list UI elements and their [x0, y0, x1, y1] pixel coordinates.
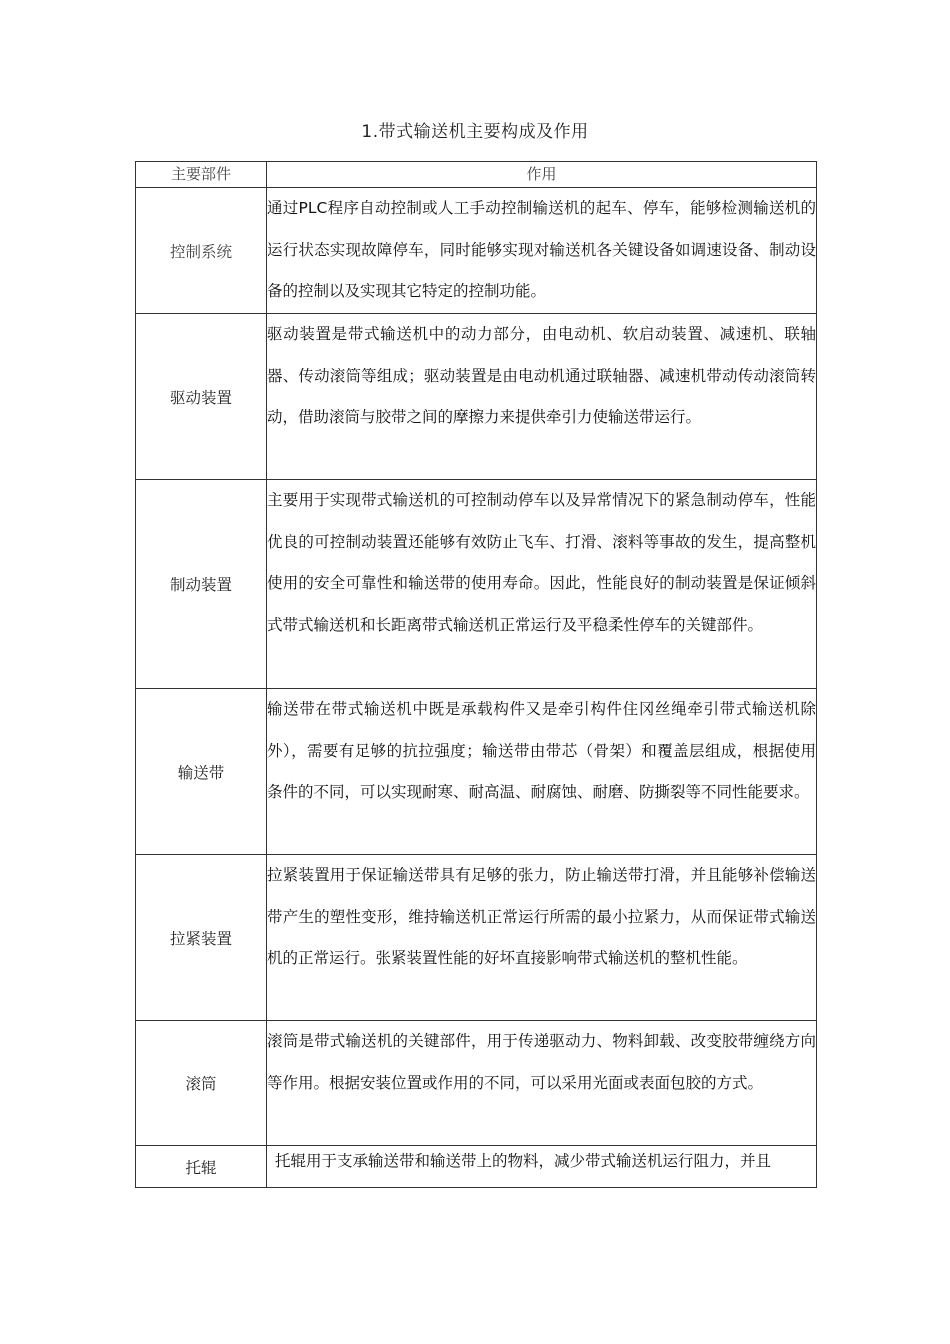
part-function: 拉紧装置用于保证输送带具有足够的张力，防止输送带打滑，并且能够补偿输送带产生的塑性变形，维持输送机正常运行所需的最小拉紧力，从而保证带式输送机的正常运行。张紧装置性能的好坏直接影响带式输送机的整机性能。 [267, 855, 817, 1021]
components-table [135, 161, 817, 1188]
part-name: 托辊 [136, 1146, 267, 1188]
part-name: 控制系统 [136, 188, 267, 314]
part-name: 制动装置 [136, 480, 267, 689]
header-main-part: 主要部件 [136, 162, 267, 188]
part-function: 输送带在带式输送机中既是承载构件又是牵引构件住冈丝绳牵引带式输送机除外），需要有足够的抗拉强度；输送带由带芯（骨架）和覆盖层组成，根据使用条件的不同，可以实现耐寒、耐高温、耐腐蚀、耐磨、防撕裂等不同性能要求。 [267, 689, 817, 855]
part-name: 输送带 [136, 689, 267, 855]
part-function: 通过PLC程序自动控制或人工手动控制输送机的起车、停车，能够检测输送机的运行状态实现故障停车，同时能够实现对输送机各关键设备如调速设备、制动设备的控制以及实现其它特定的控制功能。 [267, 188, 817, 314]
part-name: 驱动装置 [136, 314, 267, 480]
header-function: 作用 [267, 162, 817, 188]
page-title: 1.带式输送机主要构成及作用 [361, 122, 589, 142]
table-row [136, 855, 817, 1021]
part-name: 滚筒 [136, 1021, 267, 1146]
part-function: 主要用于实现带式输送机的可控制动停车以及异常情况下的紧急制动停车，性能优良的可控制动装置还能够有效防止飞车、打滑、滚料等事故的发生，提高整机使用的安全可靠性和输送带的使用寿命。因此，性能良好的制动装置是保证倾斜式带式输送机和长距离带式输送机正常运行及平稳柔性停车的关键部件。 [267, 480, 817, 689]
part-function: 托辊用于支承输送带和输送带上的物料，减少带式输送机运行阻力，并且 [267, 1146, 817, 1188]
table-row [136, 689, 817, 855]
part-name: 拉紧装置 [136, 855, 267, 1021]
table-row [136, 314, 817, 480]
table-row [136, 480, 817, 689]
table-row [136, 1021, 817, 1146]
part-function: 驱动装置是带式输送机中的动力部分，由电动机、软启动装置、减速机、联轴器、传动滚筒等组成；驱动装置是由电动机通过联轴器、减速机带动传动滚筒转动，借助滚筒与胶带之间的摩擦力来提供牵引力使输送带运行。 [267, 314, 817, 480]
part-function: 滚筒是带式输送机的关键部件，用于传递驱动力、物料卸载、改变胶带缠绕方向等作用。根据安装位置或作用的不同，可以采用光面或表面包胶的方式。 [267, 1021, 817, 1146]
table-row [136, 1146, 817, 1188]
table-row [136, 188, 817, 314]
table-header-row [136, 162, 817, 188]
